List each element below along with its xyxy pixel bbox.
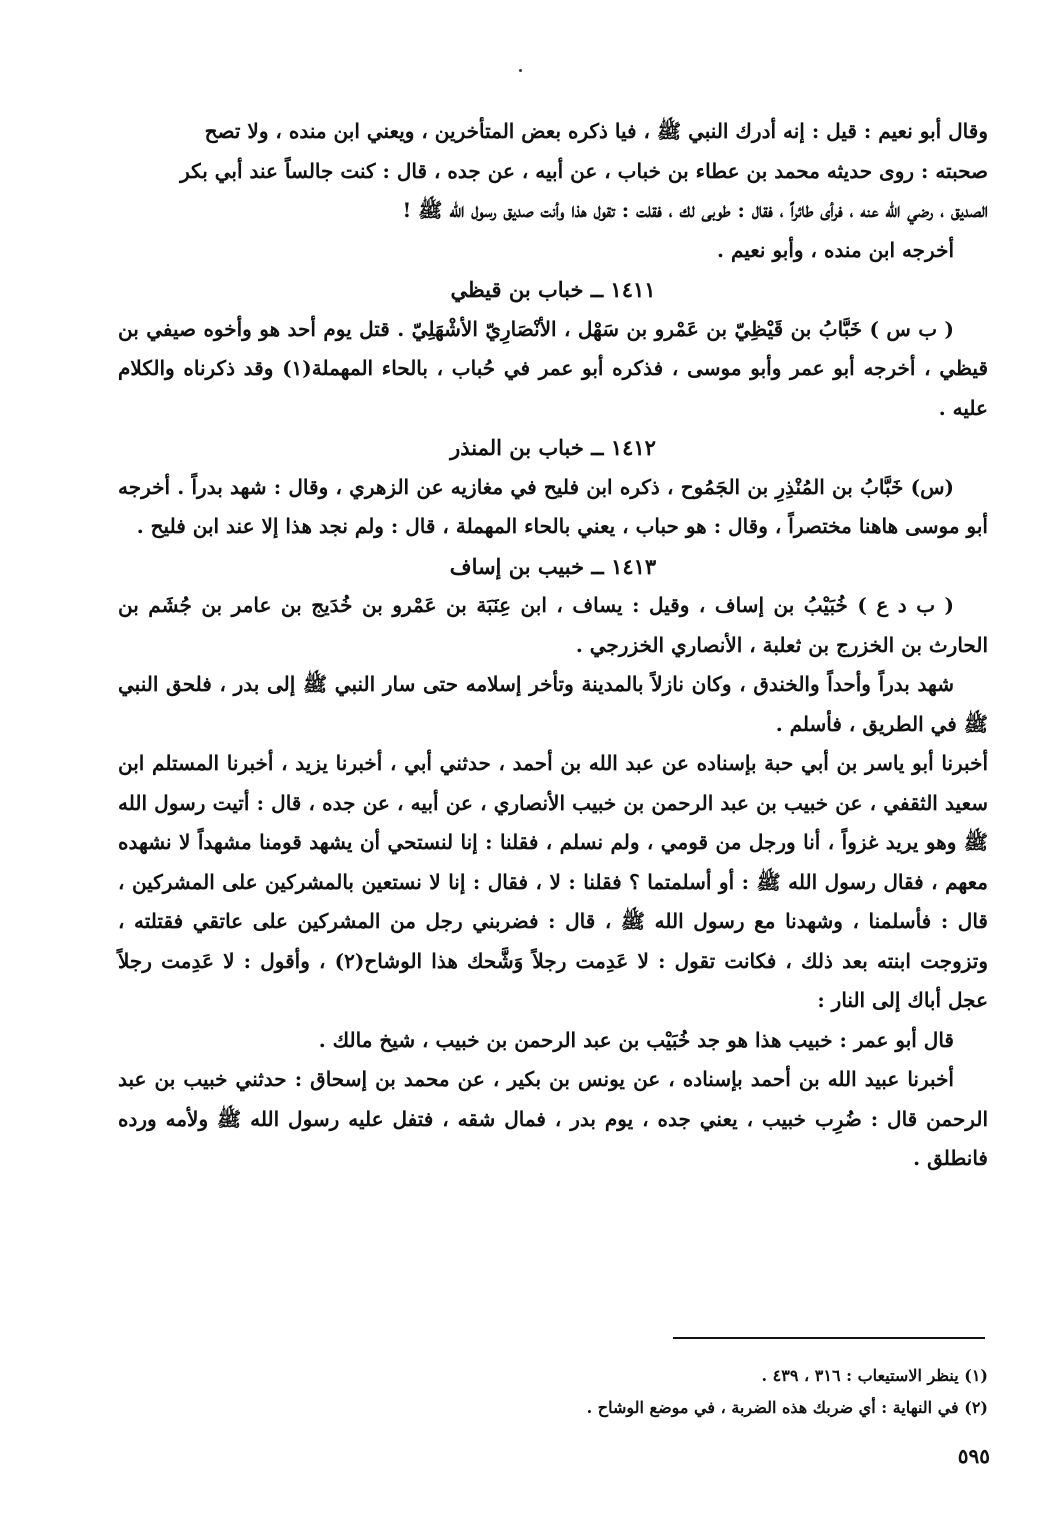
footnote-separator (673, 1337, 985, 1339)
print-speck (519, 69, 522, 72)
entry-1410-line-2: صحبته : روى حديثه محمد بن عطاء بن خباب ، عن أبيه ، عن جده ، قال : كنت جالساً عند أبي بكر (180, 158, 988, 183)
entry-1411-body: ( ب س ) خَبَّابُ بن قَيْظِيّ بن عَمْرو بن سَهْل ، الأنْصَارِيّ الأشْهَلِيّ . قتل يوم أحد هو وأخوه صيفي بن قيظي ، أخرجه أبو عمر وأبو موسى ، فذكره أبو عمر في حُباب ، بالحاء المهملة(١) وقد ذكرناه والكلام عليه . (118, 316, 988, 420)
entry-1413-ibn-ishaq-report: أخبرنا عبيد الله بن أحمد بإسناده ، عن يونس بن بكير ، عن محمد بن إسحاق : حدثني خبيب بن عبد الرحمن قال : ضُرِب خبيب ، يعني جده ، يوم بدر ، فمال شقه ، فتفل عليه رسول الله ﷺ ولأمه ورده فانطلق . (118, 1067, 988, 1170)
entry-1413-biography: شهد بدراً وأحداً والخندق ، وكان نازلاً بالمدينة وتأخر إسلامه حتى سار النبي ﷺ إلى بدر ، فلحق النبي ﷺ في الطريق ، فأسلم . (118, 672, 988, 736)
footnote-1: (١) ينظر الاستيعاب : ٣١٦ ، ٤٣٩ . (761, 1366, 988, 1385)
entry-1413-hadith: أخبرنا أبو ياسر بن أبي حبة بإسناده عن عبد الله بن أحمد ، حدثني أبي ، أخبرنا يزيد ، أخبرنا المستلم ابن سعيد الثقفي ، عن خبيب بن عبد الرحمن بن خبيب الأنصاري ، عن أبيه ، عن جده ، قال : أتيت رسول الله ﷺ وهو يريد غزواً ، أنا ورجل من قومي ، ولم نسلم ، فقلنا : إنا لنستحي أن يشهد قومنا مشهداً لا نشهده معهم ، فقال رسول الله ﷺ : أو أسلمتما ؟ فقلنا : لا ، فقال : إنا لا نستعين بالمشركين على المشركين ، قال : فأسلمنا ، وشهدنا مع رسول الله ﷺ ، قال : فضربني رجل من المشركين على عاتقي فقتلته ، وتزوجت ابنته بعد ذلك ، فكانت تقول : لا عَدِمت رجلاً وَشَّحك هذا الوشاح(٢) ، وأقول : لا عَدِمت رجلاً عجل أباك إلى النار : (118, 751, 988, 1012)
page-number: ٥٩٥ (957, 1444, 990, 1468)
entry-1411-heading: ١٤١١ ــ خباب بن قيظي (450, 277, 656, 302)
footnote-2: (٢) في النهاية : أي ضربك هذه الضربة ، في موضع الوشاح . (586, 1398, 988, 1417)
entry-1410-line-3: الصديق ، رضي الله عنه ، فرأى طائراً ، فقال : طوبى لك ، فقلت : تقول هذا وأنت صديق رسول الله ﷺ ! (402, 198, 988, 222)
entry-1413-heading: ١٤١٣ ــ خبيب بن إساف (449, 553, 657, 579)
entry-1413-lineage: ( ب د ع ) خُبَيْبُ بن إساف ، وقيل : يساف ، ابن عِنَبَة بن عَمْرو بن خُدَيج بن عامر بن جُشَم بن الحارث بن الخزرج بن ثعلبة ، الأنصاري الخزرجي . (118, 593, 988, 657)
entry-1412-heading: ١٤١٢ ــ خباب بن المنذر (450, 435, 656, 460)
entry-1410-source: أخرجه ابن منده ، وأبو نعيم . (717, 237, 954, 262)
footnotes (118, 1360, 988, 1424)
entry-1413-abu-umar-note: قال أبو عمر : خبيب هذا هو جد خُبَيْب بن عبد الرحمن بن خبيب ، شيخ مالك . (318, 1027, 954, 1052)
entry-1412-body: (س) خَبَّابُ بن المُنْذِرِ بن الجَمُوح ، ذكره ابن فليح في مغازيه عن الزهري ، وقال : شهد بدراً . أخرجه أبو موسى هاهنا مختصراً ، وقال : هو حباب ، يعني بالحاء المهملة ، قال : ولم نجد هذا إلا عند ابن فليح . (118, 474, 988, 538)
main-text (118, 112, 988, 1179)
entry-1410-line-1: وقال أبو نعيم : قيل : إنه أدرك النبي ﷺ ، فيا ذكره بعض المتأخرين ، ويعني ابن منده ، ولا تصح (204, 119, 988, 143)
